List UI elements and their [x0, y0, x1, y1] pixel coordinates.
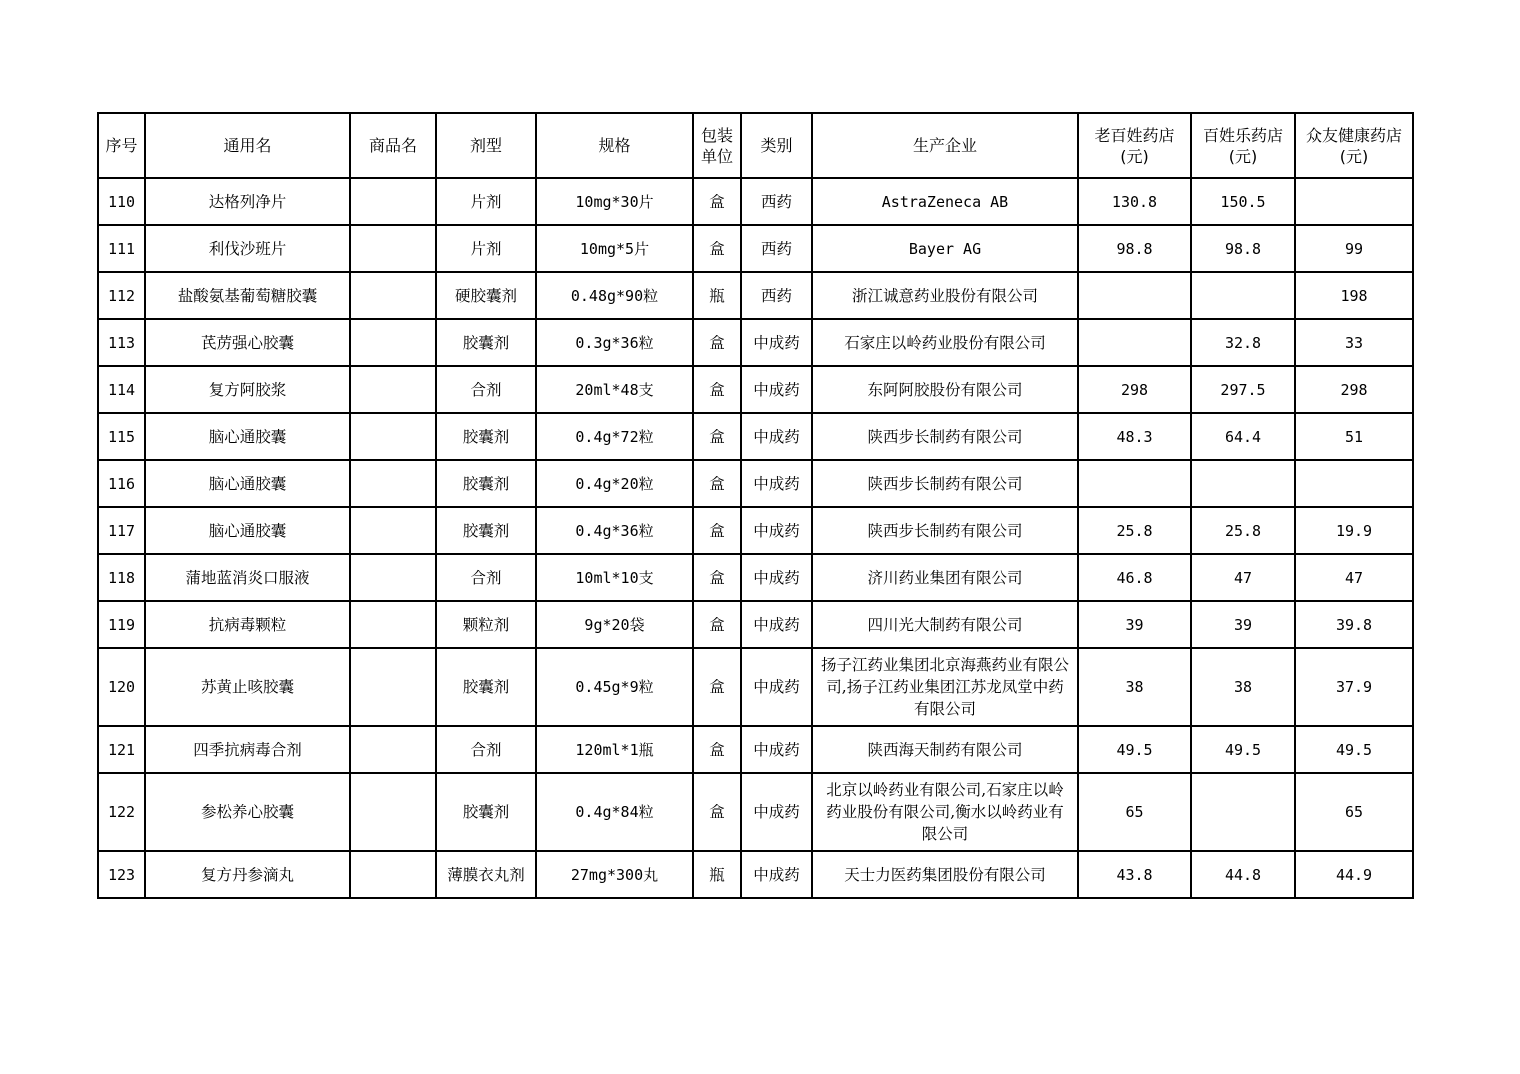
cell-price-store3: 298 [1295, 366, 1413, 413]
cell-brand-name [350, 507, 436, 554]
cell-brand-name [350, 726, 436, 773]
cell-price-store1: 298 [1078, 366, 1191, 413]
table-row [98, 601, 1413, 648]
cell-unit: 盒 [693, 554, 741, 601]
table-row [98, 413, 1413, 460]
cell-manufacturer: 浙江诚意药业股份有限公司 [812, 272, 1078, 319]
cell-price-store2: 98.8 [1191, 225, 1295, 272]
cell-brand-name [350, 460, 436, 507]
cell-manufacturer: 济川药业集团有限公司 [812, 554, 1078, 601]
cell-price-store3: 47 [1295, 554, 1413, 601]
table-row [98, 272, 1413, 319]
cell-category: 中成药 [741, 507, 812, 554]
cell-spec: 0.48g*90粒 [536, 272, 693, 319]
cell-seq: 117 [98, 507, 145, 554]
cell-unit: 盒 [693, 648, 741, 726]
cell-brand-name [350, 225, 436, 272]
cell-dosage-form: 合剂 [436, 726, 536, 773]
cell-price-store2: 49.5 [1191, 726, 1295, 773]
cell-price-store1 [1078, 272, 1191, 319]
cell-spec: 0.4g*20粒 [536, 460, 693, 507]
cell-price-store2: 150.5 [1191, 178, 1295, 225]
cell-dosage-form: 胶囊剂 [436, 648, 536, 726]
cell-spec: 10mg*30片 [536, 178, 693, 225]
cell-price-store2: 64.4 [1191, 413, 1295, 460]
cell-generic-name: 苏黄止咳胶囊 [145, 648, 350, 726]
cell-category: 中成药 [741, 601, 812, 648]
cell-manufacturer: 陕西步长制药有限公司 [812, 460, 1078, 507]
cell-price-store2 [1191, 460, 1295, 507]
cell-unit: 盒 [693, 366, 741, 413]
cell-seq: 118 [98, 554, 145, 601]
table-row [98, 460, 1413, 507]
cell-price-store2 [1191, 773, 1295, 851]
cell-dosage-form: 硬胶囊剂 [436, 272, 536, 319]
cell-price-store2: 32.8 [1191, 319, 1295, 366]
header-pack-unit [693, 113, 741, 178]
table-row [98, 507, 1413, 554]
header-seq: 序号 [98, 113, 145, 178]
cell-price-store3: 198 [1295, 272, 1413, 319]
cell-unit: 瓶 [693, 272, 741, 319]
cell-manufacturer: 东阿阿胶股份有限公司 [812, 366, 1078, 413]
table-row [98, 319, 1413, 366]
cell-price-store3: 19.9 [1295, 507, 1413, 554]
header-store1-unit: (元) [1120, 146, 1149, 166]
cell-price-store3 [1295, 178, 1413, 225]
cell-unit: 盒 [693, 225, 741, 272]
cell-spec: 0.4g*36粒 [536, 507, 693, 554]
cell-price-store1: 43.8 [1078, 851, 1191, 898]
cell-spec: 0.4g*72粒 [536, 413, 693, 460]
cell-unit: 盒 [693, 319, 741, 366]
header-store2-unit: (元) [1228, 146, 1258, 166]
cell-price-store2: 297.5 [1191, 366, 1295, 413]
cell-generic-name: 芪苈强心胶囊 [145, 319, 350, 366]
cell-price-store3: 49.5 [1295, 726, 1413, 773]
cell-unit: 盒 [693, 773, 741, 851]
cell-spec: 10mg*5片 [536, 225, 693, 272]
cell-manufacturer: Bayer AG [812, 225, 1078, 272]
cell-category: 中成药 [741, 319, 812, 366]
header-store3-unit: (元) [1339, 146, 1369, 166]
cell-price-store1: 39 [1078, 601, 1191, 648]
cell-dosage-form: 合剂 [436, 554, 536, 601]
cell-brand-name [350, 413, 436, 460]
cell-category: 西药 [741, 178, 812, 225]
header-store1-name: 老百姓药店 [1094, 125, 1175, 145]
cell-spec: 0.4g*84粒 [536, 773, 693, 851]
cell-price-store3: 39.8 [1295, 601, 1413, 648]
cell-price-store1: 38 [1078, 648, 1191, 726]
cell-unit: 盒 [693, 460, 741, 507]
cell-generic-name: 抗病毒颗粒 [145, 601, 350, 648]
cell-manufacturer: 天士力医药集团股份有限公司 [812, 851, 1078, 898]
cell-category: 中成药 [741, 460, 812, 507]
cell-seq: 119 [98, 601, 145, 648]
cell-manufacturer: 北京以岭药业有限公司,石家庄以岭药业股份有限公司,衡水以岭药业有限公司 [812, 773, 1078, 851]
cell-unit: 盒 [693, 601, 741, 648]
cell-price-store3: 37.9 [1295, 648, 1413, 726]
table-row [98, 648, 1413, 726]
cell-category: 中成药 [741, 648, 812, 726]
cell-seq: 111 [98, 225, 145, 272]
header-dosage-form: 剂型 [436, 113, 536, 178]
cell-category: 西药 [741, 225, 812, 272]
cell-price-store1: 46.8 [1078, 554, 1191, 601]
cell-brand-name [350, 851, 436, 898]
cell-dosage-form: 胶囊剂 [436, 460, 536, 507]
cell-category: 中成药 [741, 366, 812, 413]
cell-manufacturer: 石家庄以岭药业股份有限公司 [812, 319, 1078, 366]
cell-category: 中成药 [741, 851, 812, 898]
header-spec: 规格 [536, 113, 693, 178]
cell-seq: 121 [98, 726, 145, 773]
cell-spec: 10ml*10支 [536, 554, 693, 601]
header-generic-name: 通用名 [145, 113, 350, 178]
table-row [98, 225, 1413, 272]
cell-brand-name [350, 178, 436, 225]
header-category: 类别 [741, 113, 812, 178]
cell-generic-name: 脑心通胶囊 [145, 413, 350, 460]
cell-category: 中成药 [741, 413, 812, 460]
table-row [98, 851, 1413, 898]
cell-category: 中成药 [741, 773, 812, 851]
cell-price-store3 [1295, 460, 1413, 507]
cell-generic-name: 达格列净片 [145, 178, 350, 225]
cell-generic-name: 参松养心胶囊 [145, 773, 350, 851]
cell-manufacturer: 陕西步长制药有限公司 [812, 507, 1078, 554]
cell-seq: 120 [98, 648, 145, 726]
cell-brand-name [350, 773, 436, 851]
cell-generic-name: 脑心通胶囊 [145, 460, 350, 507]
cell-manufacturer: 陕西步长制药有限公司 [812, 413, 1078, 460]
cell-brand-name [350, 319, 436, 366]
cell-seq: 114 [98, 366, 145, 413]
cell-price-store2 [1191, 272, 1295, 319]
header-row [98, 113, 1413, 178]
cell-price-store2: 44.8 [1191, 851, 1295, 898]
cell-category: 西药 [741, 272, 812, 319]
cell-generic-name: 蒲地蓝消炎口服液 [145, 554, 350, 601]
cell-brand-name [350, 648, 436, 726]
cell-price-store2: 47 [1191, 554, 1295, 601]
cell-price-store1: 130.8 [1078, 178, 1191, 225]
cell-brand-name [350, 554, 436, 601]
table-row [98, 178, 1413, 225]
header-pack-unit-line2: 单位 [700, 146, 733, 166]
cell-unit: 盒 [693, 507, 741, 554]
cell-price-store1: 49.5 [1078, 726, 1191, 773]
cell-price-store1: 65 [1078, 773, 1191, 851]
table-row [98, 554, 1413, 601]
header-store1-price [1078, 113, 1191, 178]
cell-price-store2: 25.8 [1191, 507, 1295, 554]
cell-seq: 122 [98, 773, 145, 851]
cell-price-store1 [1078, 460, 1191, 507]
cell-generic-name: 脑心通胶囊 [145, 507, 350, 554]
cell-dosage-form: 合剂 [436, 366, 536, 413]
cell-manufacturer: 四川光大制药有限公司 [812, 601, 1078, 648]
table-row [98, 366, 1413, 413]
cell-brand-name [350, 272, 436, 319]
header-store3-price [1295, 113, 1413, 178]
cell-generic-name: 四季抗病毒合剂 [145, 726, 350, 773]
cell-spec: 0.45g*9粒 [536, 648, 693, 726]
cell-seq: 123 [98, 851, 145, 898]
cell-generic-name: 复方阿胶浆 [145, 366, 350, 413]
cell-price-store3: 51 [1295, 413, 1413, 460]
cell-dosage-form: 胶囊剂 [436, 507, 536, 554]
cell-dosage-form: 胶囊剂 [436, 319, 536, 366]
cell-price-store3: 99 [1295, 225, 1413, 272]
cell-brand-name [350, 366, 436, 413]
cell-dosage-form: 胶囊剂 [436, 413, 536, 460]
cell-price-store3: 44.9 [1295, 851, 1413, 898]
drug-price-table [97, 112, 1414, 899]
cell-spec: 27mg*300丸 [536, 851, 693, 898]
cell-dosage-form: 片剂 [436, 178, 536, 225]
cell-price-store2: 39 [1191, 601, 1295, 648]
header-pack-unit-line1: 包装 [700, 125, 733, 145]
table-row [98, 726, 1413, 773]
cell-generic-name: 复方丹参滴丸 [145, 851, 350, 898]
table-row [98, 773, 1413, 851]
cell-generic-name: 利伐沙班片 [145, 225, 350, 272]
cell-price-store3: 65 [1295, 773, 1413, 851]
cell-seq: 113 [98, 319, 145, 366]
cell-seq: 116 [98, 460, 145, 507]
cell-spec: 20ml*48支 [536, 366, 693, 413]
cell-dosage-form: 薄膜衣丸剂 [436, 851, 536, 898]
cell-manufacturer: AstraZeneca AB [812, 178, 1078, 225]
header-store2-price [1191, 113, 1295, 178]
cell-price-store1: 48.3 [1078, 413, 1191, 460]
cell-dosage-form: 颗粒剂 [436, 601, 536, 648]
cell-brand-name [350, 601, 436, 648]
cell-spec: 9g*20袋 [536, 601, 693, 648]
cell-spec: 120ml*1瓶 [536, 726, 693, 773]
cell-seq: 115 [98, 413, 145, 460]
cell-unit: 盒 [693, 726, 741, 773]
header-store2-name: 百姓乐药店 [1202, 125, 1283, 145]
cell-price-store1: 98.8 [1078, 225, 1191, 272]
cell-category: 中成药 [741, 554, 812, 601]
header-store3-name: 众友健康药店 [1305, 125, 1402, 145]
cell-manufacturer: 陕西海天制药有限公司 [812, 726, 1078, 773]
header-brand-name: 商品名 [350, 113, 436, 178]
cell-price-store1 [1078, 319, 1191, 366]
cell-price-store3: 33 [1295, 319, 1413, 366]
cell-manufacturer: 扬子江药业集团北京海燕药业有限公司,扬子江药业集团江苏龙凤堂中药有限公司 [812, 648, 1078, 726]
cell-generic-name: 盐酸氨基葡萄糖胶囊 [145, 272, 350, 319]
header-manufacturer: 生产企业 [812, 113, 1078, 178]
cell-seq: 112 [98, 272, 145, 319]
cell-price-store2: 38 [1191, 648, 1295, 726]
cell-dosage-form: 片剂 [436, 225, 536, 272]
cell-unit: 盒 [693, 178, 741, 225]
cell-category: 中成药 [741, 726, 812, 773]
cell-spec: 0.3g*36粒 [536, 319, 693, 366]
cell-dosage-form: 胶囊剂 [436, 773, 536, 851]
cell-unit: 盒 [693, 413, 741, 460]
cell-seq: 110 [98, 178, 145, 225]
cell-price-store1: 25.8 [1078, 507, 1191, 554]
cell-unit: 瓶 [693, 851, 741, 898]
